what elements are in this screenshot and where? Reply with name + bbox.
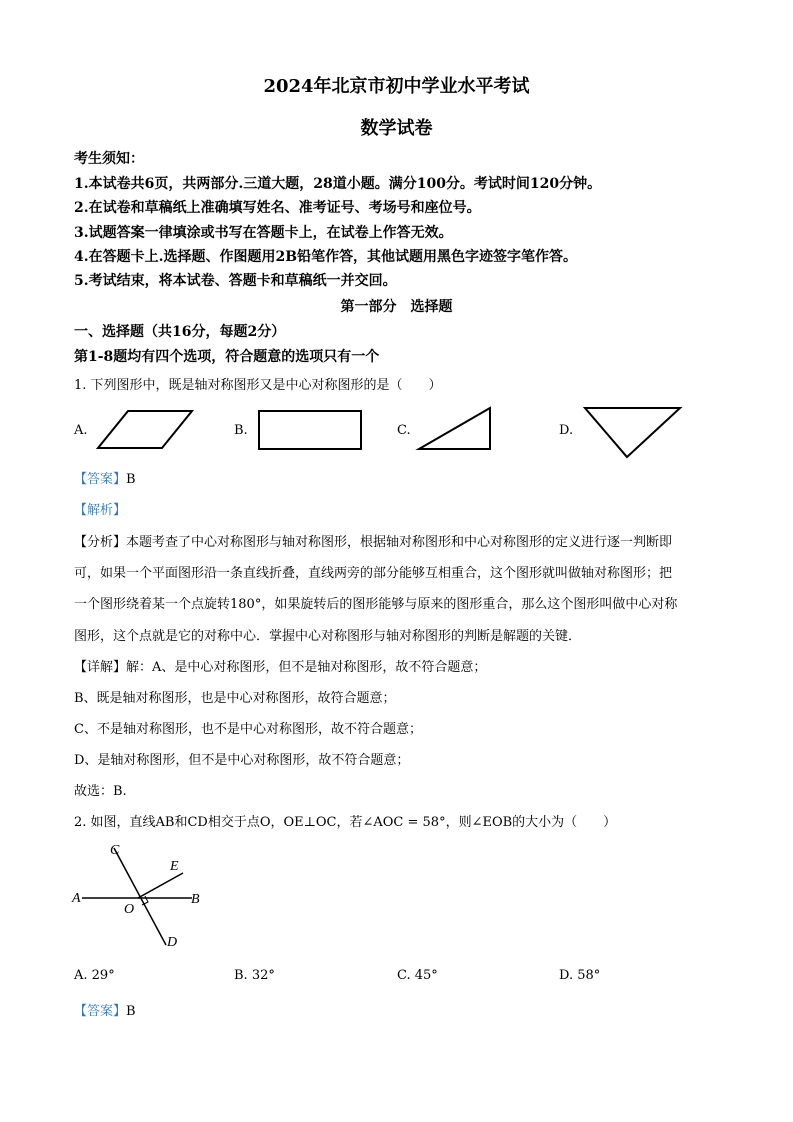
part1-heading: 第一部分 选择题	[340, 299, 453, 315]
q2-option-c: C. 45°	[397, 968, 438, 983]
analysis-tag: 【解析】	[74, 503, 127, 518]
xiangjie-tag: 【详解】	[74, 660, 127, 675]
q2-option-a: A. 29°	[74, 968, 115, 983]
xiangjie-line-1	[74, 656, 486, 675]
notice-heading: 考生须知：	[74, 151, 144, 167]
q1-option-b: B.	[234, 423, 248, 438]
fenxi-line-1	[74, 531, 672, 550]
right-triangle-figure	[416, 405, 496, 453]
fenxi-line-4: 图形，这个点就是它的对称中心．掌握中心对称图形与轴对称图形的判断是解题的关键．	[74, 629, 582, 644]
xiangjie-line-3: C、不是轴对称图形，也不是中心对称图形，故不符合题意；	[74, 722, 422, 737]
q2-stem: 2. 如图，直线AB和CD相交于点O，OE⊥OC，若∠AOC = 58°，则∠EOB的大小为（ ）	[74, 815, 617, 830]
notice-item-3: 3.试题答案一律填涂或书写在答题卡上，在试卷上作答无效。	[74, 225, 453, 241]
label-a: A	[72, 891, 81, 906]
rectangle-figure	[256, 408, 366, 453]
fenxi-tag: 【分析】	[74, 535, 127, 550]
notice-item-1: 1.本试卷共6页，共两部分.三道大题，28道小题。满分100分。考试时间120分钟。	[74, 176, 602, 192]
q1-option-d: D.	[559, 423, 574, 438]
parallelogram-figure	[96, 408, 196, 453]
label-b: B	[191, 892, 200, 907]
q1-option-c: C.	[397, 423, 411, 438]
q2-option-b: B. 32°	[234, 968, 275, 983]
notice-item-4: 4.在答题卡上.选择题、作图题用2B铅笔作答，其他试题用黑色字迹签字笔作答。	[74, 249, 578, 265]
xiangjie-line-5: 故选：B.	[74, 784, 127, 799]
label-d: D	[167, 935, 178, 950]
notice-item-5: 5.考试结束，将本试卷、答题卡和草稿纸一并交回。	[74, 273, 397, 289]
xiangjie-line-2: B、既是轴对称图形，也是中心对称图形，故符合题意；	[74, 691, 396, 706]
exam-title: 2024年北京市初中学业水平考试	[263, 76, 530, 97]
q2-option-d: D. 58°	[559, 968, 601, 983]
fenxi-line-3: 一个图形绕着某一个点旋转180°，如果旋转后的图形能够与原来的图形重合，那么这个图形叫做中心对称	[74, 597, 678, 612]
label-o: O	[124, 902, 135, 917]
q1-stem: 1. 下列图形中，既是轴对称图形又是中心对称图形的是（ ）	[74, 378, 442, 393]
xiangjie-line-4: D、是轴对称图形，但不是中心对称图形，故不符合题意；	[74, 753, 410, 768]
q2-answer	[74, 1000, 136, 1019]
section-heading: 一、选择题（共16分，每题2分）	[74, 324, 286, 340]
exam-subtitle: 数学试卷	[360, 118, 433, 139]
q1-answer	[74, 468, 136, 487]
inverted-triangle-figure	[582, 405, 684, 460]
notice-item-2: 2.在试卷和草稿纸上准确填写姓名、准考证号、考场号和座位号。	[74, 200, 481, 216]
label-c: C	[110, 843, 120, 858]
label-e: E	[170, 859, 179, 874]
intersecting-lines-figure	[70, 840, 220, 955]
answer-tag: 【答案】	[74, 1004, 127, 1019]
xiangjie-text-1: 解：A、是中心对称图形，但不是轴对称图形，故不符合题意；	[126, 660, 487, 675]
fenxi-line-2: 可，如果一个平面图形沿一条直线折叠，直线两旁的部分能够互相重合，这个图形就叫做轴对称图形；把	[74, 566, 673, 581]
answer-value: B	[126, 472, 136, 487]
section-instruction: 第1-8题均有四个选项，符合题意的选项只有一个	[74, 349, 380, 365]
answer-value: B	[126, 1004, 136, 1019]
q1-option-a: A.	[74, 423, 88, 438]
fenxi-text-1: 本题考查了中心对称图形与轴对称图形，根据轴对称图形和中心对称图形的定义进行逐一判断即	[126, 535, 673, 550]
answer-tag: 【答案】	[74, 472, 127, 487]
